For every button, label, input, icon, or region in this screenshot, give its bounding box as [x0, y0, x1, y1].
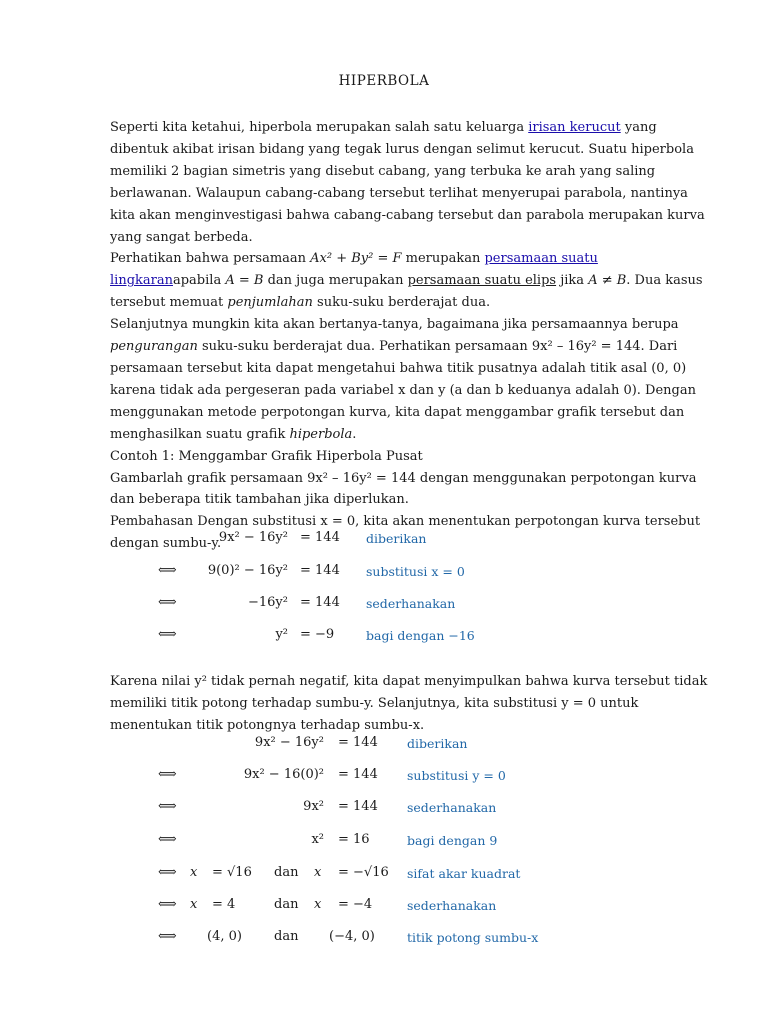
text: . Dua kasus tersebut memuat: [110, 273, 703, 311]
equiv-arrow: ⟺: [158, 627, 177, 642]
eq-lhs: 9x² − 16y²: [218, 530, 288, 545]
eq-val: = −√16: [338, 865, 389, 880]
eq-lhs: 9x² − 16(0)²: [243, 767, 324, 782]
eq-rhs: = 16: [338, 832, 370, 847]
eq-var: x: [314, 897, 322, 912]
example-heading: Contoh 1: Menggambar Grafik Hiperbola Pusat: [110, 448, 423, 464]
eq-rhs: = 144: [300, 595, 340, 610]
equiv-arrow: ⟺: [158, 897, 177, 912]
link-irisan-kerucut[interactable]: irisan kerucut: [528, 120, 621, 135]
emphasis: hiperbola: [289, 426, 353, 442]
paragraph-circle-ellipse: [110, 248, 710, 314]
eq-note: titik potong sumbu-x: [407, 930, 539, 945]
eq-dan: dan: [274, 897, 299, 912]
eq-rhs: = −9: [300, 627, 335, 642]
paragraph-subtraction: [110, 314, 710, 445]
paragraph-intro: [110, 117, 710, 248]
text: Selanjutnya mungkin kita akan bertanya-tanya, bagaimana jika persamaannya berupa: [110, 317, 679, 333]
text: Seperti kita ketahui, hiperbola merupakan salah satu keluarga: [110, 120, 529, 135]
eq-dan: dan: [274, 865, 299, 880]
eq-val: = √16: [212, 865, 252, 880]
text: suku-suku berderajat dua. Perhatikan persamaan 9x² – 16y² = 144. Dari persamaan tersebut kita dapat mengetahui bahwa titik pusatnya adalah titik asal (0, 0) karena tidak ada pergeseran pada variabel x dan y (a dan b keduanya adalah 0). Dengan menggunakan metode perpotongan kurva, kita dapat menggambar grafik tersebut dan menghasilkan suatu grafik: [110, 339, 696, 442]
eq-lhs: x²: [311, 832, 324, 847]
page-title: HIPERBOLA: [338, 73, 430, 89]
text: apabila: [172, 273, 226, 289]
eq-note: bagi dengan −16: [366, 628, 475, 643]
link-persamaan-elips[interactable]: persamaan suatu elips: [407, 273, 557, 289]
eq-lhs: 9x²: [303, 799, 324, 814]
eq-lhs: y²: [275, 627, 288, 642]
eq-rhs: = 144: [338, 735, 378, 750]
eq-note: sederhanakan: [407, 800, 497, 815]
eq-note: sifat akar kuadrat: [407, 866, 521, 881]
eq-note: substitusi x = 0: [366, 564, 465, 579]
eq-note: sederhanakan: [407, 898, 497, 913]
equiv-arrow: ⟺: [158, 865, 177, 880]
emphasis: pengurangan: [110, 339, 198, 355]
text: yang dibentuk akibat irisan bidang yang tegak lurus dengan selimut kerucut. Suatu hiperbola memiliki 2 bagian simetris yang disebut cabang, yang terbuka ke arah yang saling berlawanan. Walaupun cabang-cabang tersebut terlihat menyerupai parabola, nantinya kita akan menginvestigasi bahwa cabang-cabang tersebut dan parabola merupakan kurva yang sangat berbeda.: [110, 120, 705, 245]
example-text: Gambarlah grafik persamaan 9x² – 16y² = 144 dengan menggunakan perpotongan kurva dan beberapa titik tambahan jika diperlukan.: [110, 470, 697, 508]
paragraph-middle: [110, 671, 710, 737]
solution-text: Pembahasan Dengan substitusi x = 0, kita akan menentukan perpotongan kurva tersebut dengan sumbu-y.: [110, 514, 701, 552]
text: jika: [556, 273, 589, 289]
equiv-arrow: ⟺: [158, 563, 177, 578]
eq-lhs: 9x² − 16y²: [254, 735, 324, 750]
condition: A = B: [225, 273, 264, 289]
equiv-arrow: ⟺: [158, 767, 177, 782]
eq-val: = 4: [212, 897, 236, 912]
link-persamaan-lingkaran[interactable]: persamaan suatu lingkaran: [110, 251, 598, 289]
equiv-arrow: ⟺: [158, 799, 177, 814]
eq-note: diberikan: [407, 736, 468, 751]
equiv-arrow: ⟺: [158, 929, 177, 944]
eq-var: x: [314, 865, 322, 880]
eq-dan: dan: [274, 929, 299, 944]
eq-point: (−4, 0): [329, 929, 375, 944]
equation: Ax² + By² = F: [310, 251, 402, 267]
text: merupakan: [401, 251, 485, 267]
document-body: [110, 117, 710, 555]
eq-lhs: −16y²: [248, 595, 288, 610]
eq-var: x: [190, 897, 198, 912]
emphasis: penjumlahan: [227, 295, 313, 311]
eq-val: = −4: [338, 897, 373, 912]
eq-rhs: = 144: [300, 563, 340, 578]
eq-rhs: = 144: [338, 767, 378, 782]
eq-point: (4, 0): [207, 929, 242, 944]
eq-lhs: 9(0)² − 16y²: [207, 563, 288, 578]
eq-note: diberikan: [366, 531, 427, 546]
text: suku-suku berderajat dua.: [312, 295, 491, 311]
text: Perhatikan bahwa persamaan: [110, 251, 311, 267]
eq-rhs: = 144: [338, 799, 378, 814]
eq-note: bagi dengan 9: [407, 833, 498, 848]
eq-var: x: [190, 865, 198, 880]
equiv-arrow: ⟺: [158, 595, 177, 610]
middle-text: Karena nilai y² tidak pernah negatif, kita dapat menyimpulkan bahwa kurva tersebut tidak memiliki titik potong terhadap sumbu-y. Selanjutnya, kita substitusi y = 0 untuk menentukan titik potongnya terhadap sumbu-x.: [110, 674, 708, 733]
eq-note: sederhanakan: [366, 596, 456, 611]
condition: A ≠ B: [588, 273, 627, 289]
text: .: [352, 426, 357, 442]
eq-rhs: = 144: [300, 530, 340, 545]
equiv-arrow: ⟺: [158, 832, 177, 847]
text: dan juga merupakan: [263, 273, 408, 289]
eq-note: substitusi y = 0: [407, 768, 506, 783]
